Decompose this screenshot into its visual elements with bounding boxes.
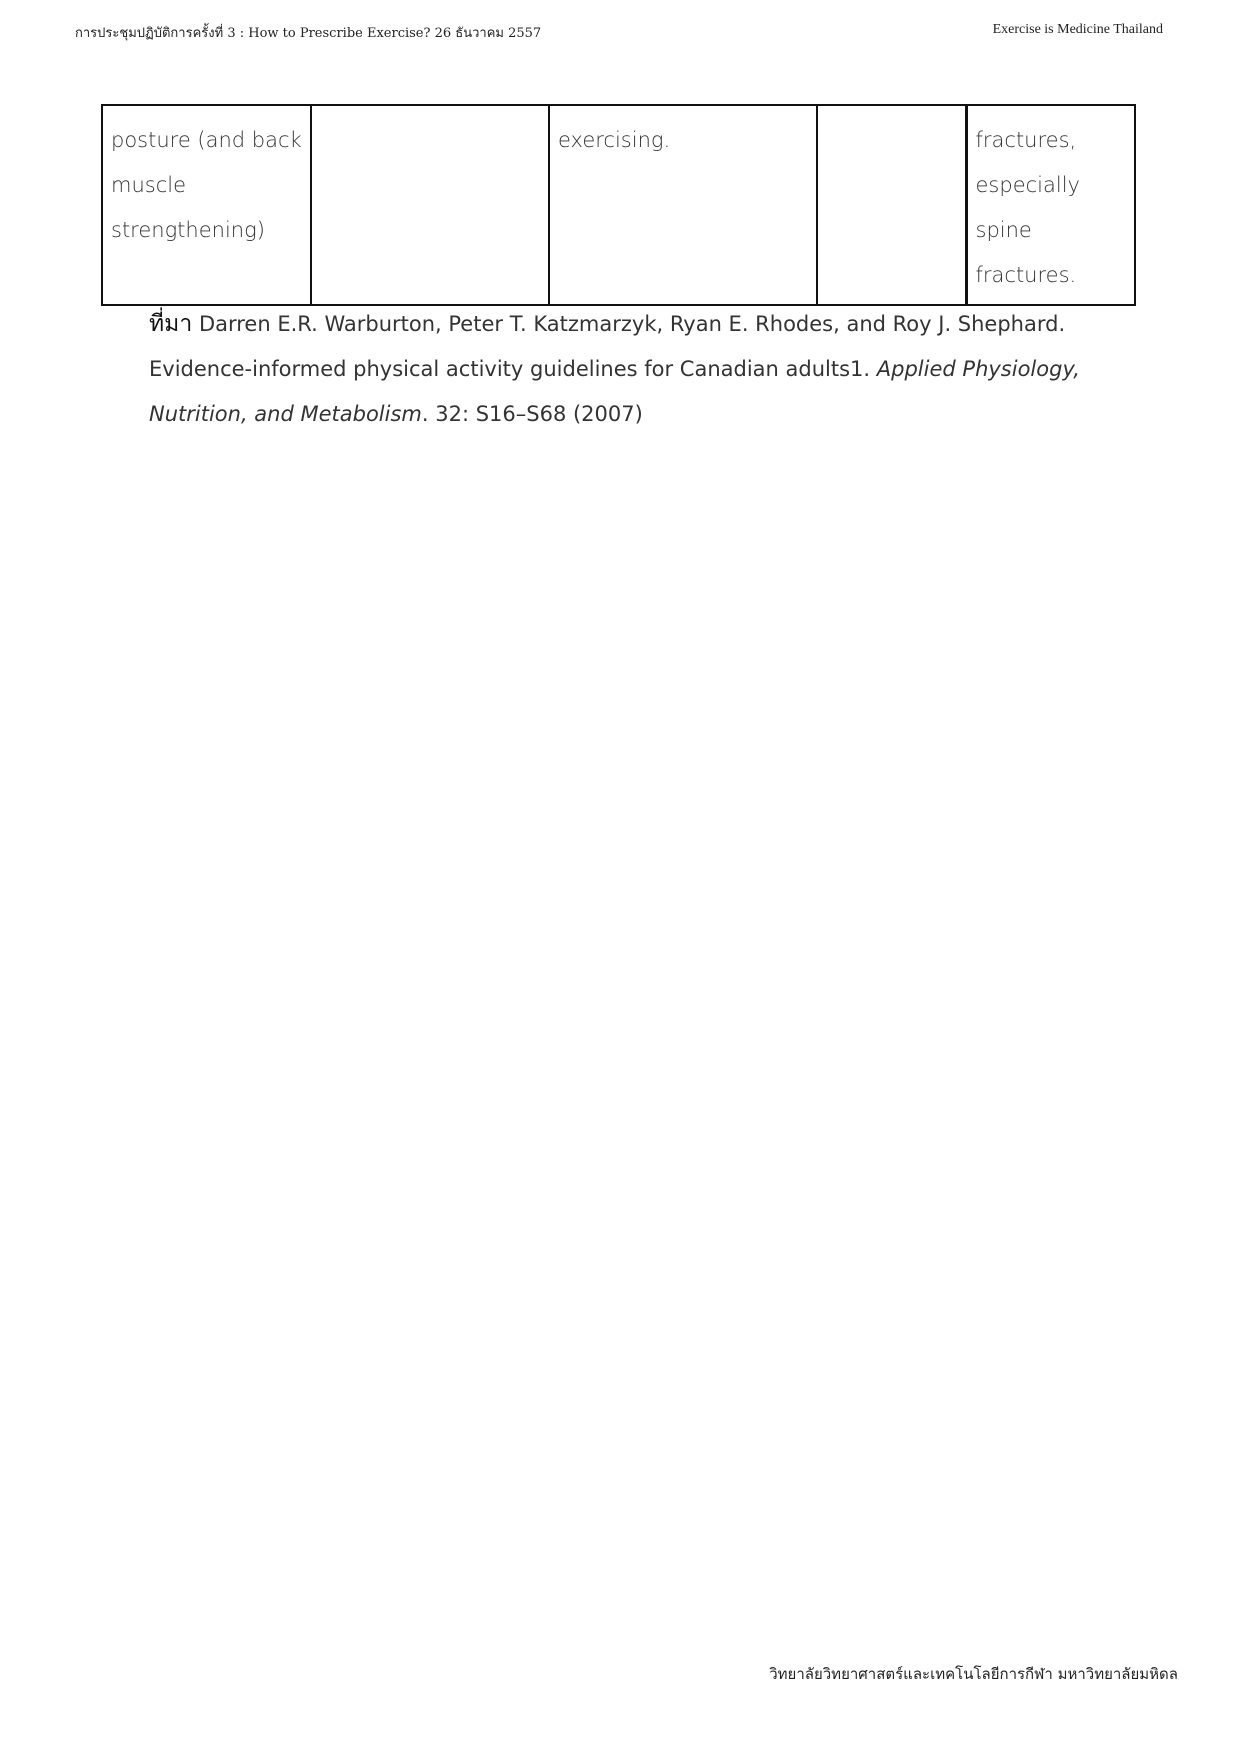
table-row: [102, 105, 1135, 305]
reference-label: ที่มา: [149, 311, 193, 337]
reference-details: . 32: S16–S68 (2007): [421, 402, 643, 426]
guidelines-table: [101, 104, 1136, 306]
table-cell: fractures, especially spine fractures.: [966, 105, 1135, 305]
reference-journal: Applied Physiology, Nutrition, and Metabolism: [149, 357, 1080, 426]
reference-citation: [149, 302, 1139, 437]
running-header-left: การประชุมปฏิบัติการครั้งที่ 3 : How to Prescribe Exercise? 26 ธันวาคม 2557: [75, 26, 542, 41]
table-cell: exercising.: [549, 105, 817, 305]
running-header-right: Exercise is Medicine Thailand: [992, 22, 1163, 37]
page-footer: วิทยาลัยวิทยาศาสตร์และเทคโนโลยีการกีฬา มหาวิทยาลัยมหิดล: [769, 1665, 1178, 1683]
table-cell: posture (and back muscle strengthening): [102, 105, 311, 305]
reference-authors-title: Darren E.R. Warburton, Peter T. Katzmarzyk, Ryan E. Rhodes, and Roy J. Shephard. Evidence-informed physical activity guidelines for Canadian adults1.: [149, 312, 1066, 381]
table-cell: [817, 105, 966, 305]
table-cell: [311, 105, 549, 305]
